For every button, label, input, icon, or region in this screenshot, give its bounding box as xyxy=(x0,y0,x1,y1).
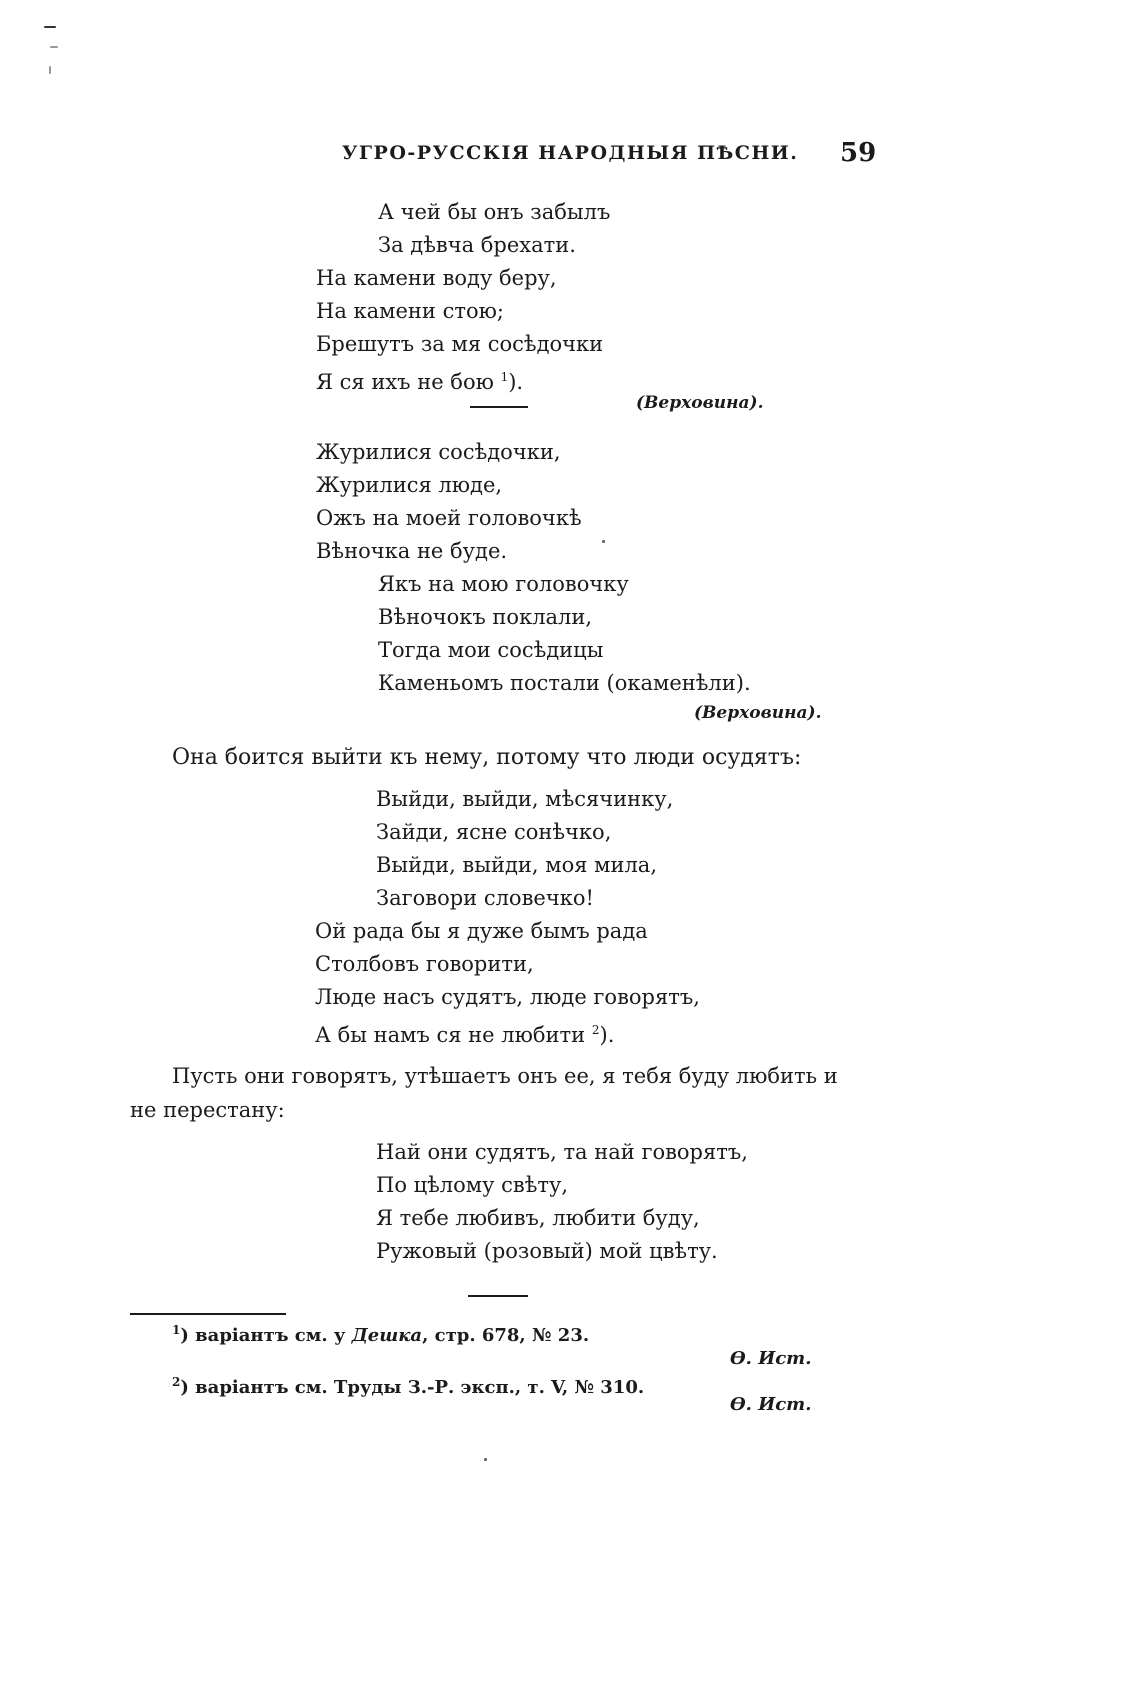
verse-line: Ружовый (розовый) мой цвѣту. xyxy=(376,1239,718,1263)
end-separator xyxy=(468,1295,528,1297)
verse-text: Я ся ихъ не бою xyxy=(316,370,494,394)
verse-line: Столбовъ говорити, xyxy=(315,952,534,976)
verse-close: ). xyxy=(508,370,524,394)
prose-line: Она боится выйти къ нему, потому что люди осудятъ: xyxy=(172,745,802,770)
footnote-signature: Ѳ. Ист. xyxy=(730,1394,812,1415)
footnote-mark: 1 xyxy=(172,1323,181,1337)
verse-line: Зайди, ясне сонѣчко, xyxy=(376,820,612,844)
prose-line: Пусть они говорятъ, утѣшаетъ онъ ее, я тебя буду любить и xyxy=(172,1064,838,1088)
verse-line: Люде насъ судятъ, люде говорятъ, xyxy=(315,985,700,1009)
source-note: (Верховина). xyxy=(694,703,822,723)
scan-speck xyxy=(44,26,56,28)
source-note: (Верховина). xyxy=(636,393,764,413)
verse-line: На камени воду беру, xyxy=(316,266,557,290)
footnote-mark: 2 xyxy=(172,1375,181,1389)
verse-line: Ожъ на моей головочкѣ xyxy=(316,506,582,530)
footnote xyxy=(172,1375,644,1398)
verse-line: Вѣночка не буде. xyxy=(316,539,508,563)
footnote-text: ) варіантъ см. у xyxy=(180,1325,352,1346)
verse-line: По цѣлому свѣту, xyxy=(376,1173,569,1197)
verse-text: А бы намъ ся не любити xyxy=(315,1023,586,1047)
verse-line: Журилися сосѣдочки, xyxy=(316,440,561,464)
scan-speck xyxy=(50,46,58,48)
verse-line: Тогда мои сосѣдицы xyxy=(378,638,604,662)
verse-line: Я тебе любивъ, любити буду, xyxy=(376,1206,700,1230)
footnote xyxy=(172,1323,589,1346)
verse-line: Журилися люде, xyxy=(316,473,503,497)
verse-line: Най они судятъ, та най говорятъ, xyxy=(376,1140,748,1164)
verse-line: Брешутъ за мя сосѣдочки xyxy=(316,332,604,356)
stanza-separator xyxy=(470,406,528,408)
footnote-text: ) варіантъ см. Труды З.-Р. эксп., т. V, № 310. xyxy=(180,1377,645,1398)
verse-line: Каменьомъ постали (окаменѣли). xyxy=(378,671,751,695)
verse-line: Выйди, выйди, мѣсячинку, xyxy=(376,787,674,811)
footnote-signature: Ѳ. Ист. xyxy=(730,1348,812,1369)
verse-line: На камени стою; xyxy=(316,299,504,323)
verse-line: За дѣвча брехати. xyxy=(378,233,576,257)
page-number: 59 xyxy=(840,138,877,168)
footnote-ref: 2 xyxy=(591,1023,600,1037)
scan-speck xyxy=(484,1458,487,1461)
verse-line: Заговори словечко! xyxy=(376,886,594,910)
verse-line: Ой рада бы я дуже бымъ рада xyxy=(315,919,648,943)
scan-speck xyxy=(602,540,605,543)
scan-speck xyxy=(49,66,51,74)
verse-line: Вѣночокъ поклали, xyxy=(378,605,593,629)
verse-close: ). xyxy=(599,1023,615,1047)
prose-line: не перестану: xyxy=(130,1098,285,1122)
running-title: УГРО-РУССКІЯ НАРОДНЫЯ ПѢСНИ. xyxy=(342,142,799,164)
verse-line xyxy=(316,359,523,400)
verse-line: Выйди, выйди, моя мила, xyxy=(376,853,657,877)
verse-line xyxy=(315,1012,614,1053)
footnote-ref: 1 xyxy=(500,370,509,384)
verse-line: А чей бы онъ забылъ xyxy=(378,200,611,224)
verse-line: Якъ на мою головочку xyxy=(378,572,629,596)
footnote-text: , стр. 678, № 23. xyxy=(422,1325,590,1346)
footnote-author: Дешка xyxy=(351,1325,423,1346)
footnote-rule xyxy=(130,1313,286,1315)
